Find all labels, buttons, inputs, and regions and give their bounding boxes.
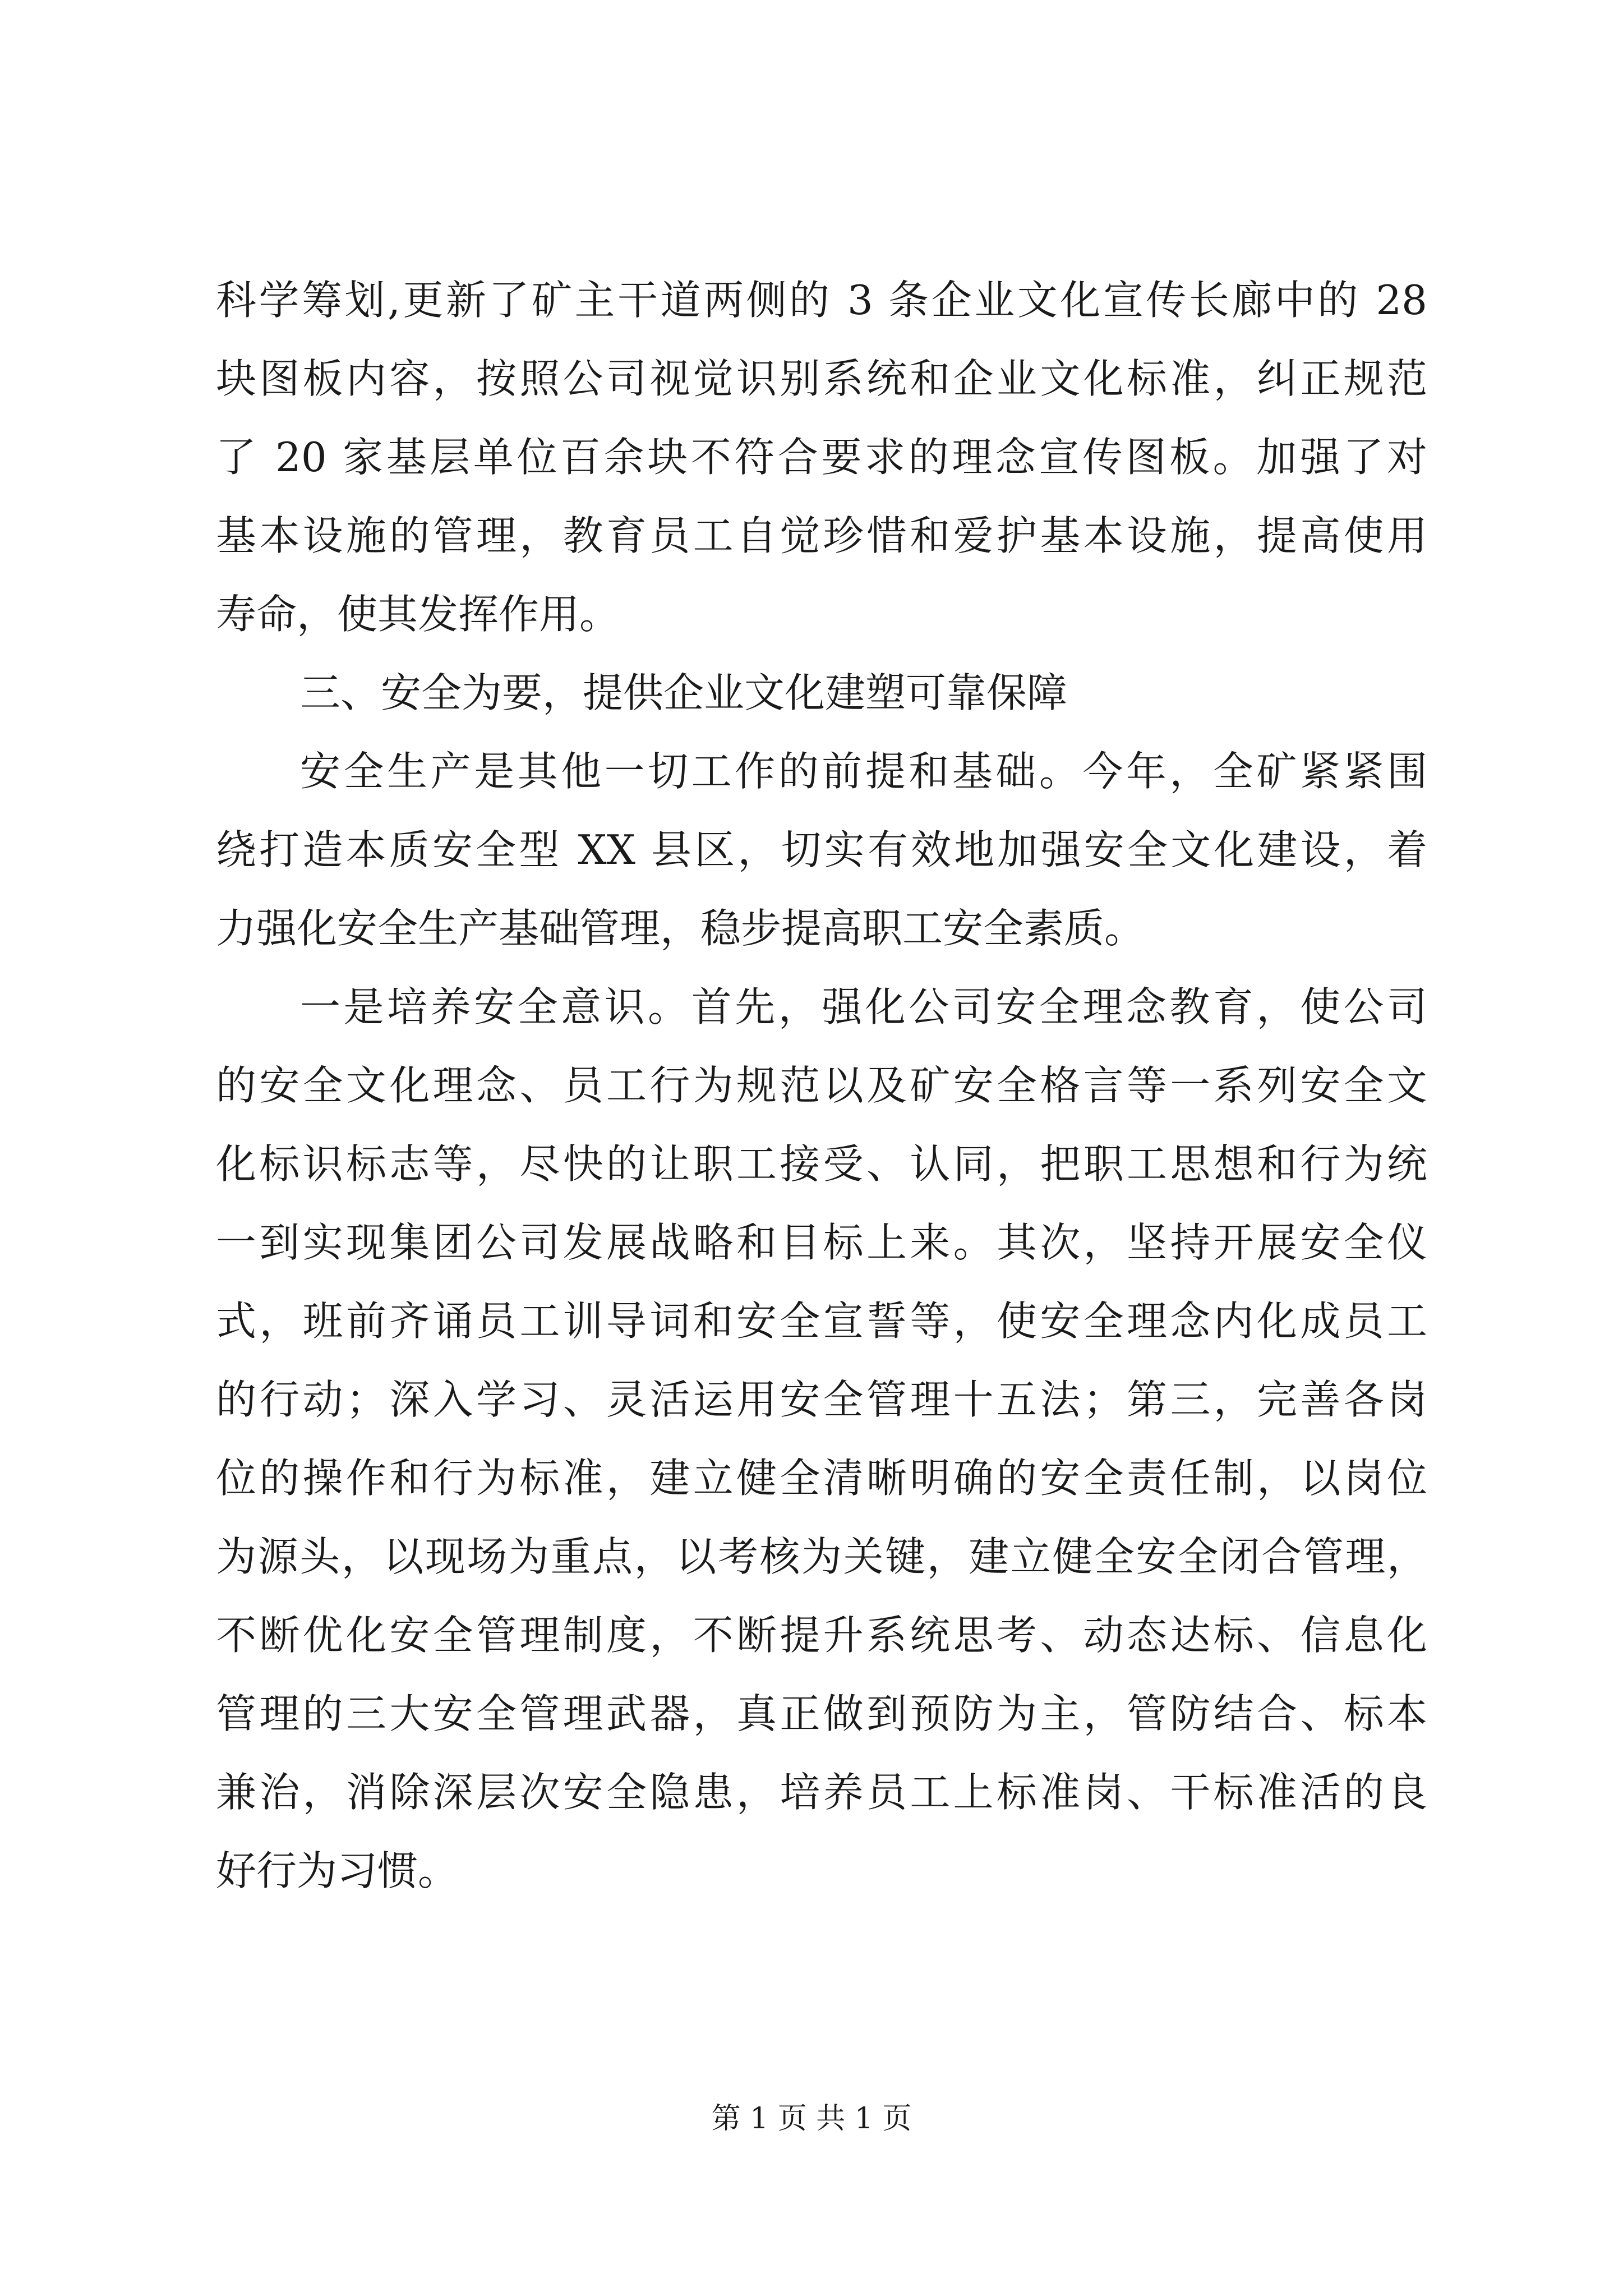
text-line: 兼治，消除深层次安全隐患，培养员工上标准岗、干标准活的良	[216, 1769, 1427, 1816]
text-line: 管理的三大安全管理武器，真正做到预防为主，管防结合、标本	[216, 1690, 1427, 1737]
text-line: 为源头，以现场为重点，以考核为关键，建立健全安全闭合管理，	[216, 1533, 1427, 1580]
text-line: 的安全文化理念、员工行为规范以及矿安全格言等一系列安全文	[216, 1062, 1427, 1109]
body-text	[216, 261, 1427, 1910]
text-line: 式，班前齐诵员工训导词和安全宣誓等，使安全理念内化成员工	[216, 1297, 1427, 1345]
section-heading: 三、安全为要，提供企业文化建塑可靠保障	[300, 669, 1068, 716]
text-line: 科学筹划,更新了矿主干道两侧的 3 条企业文化宣传长廊中的 28	[216, 277, 1427, 324]
text-line: 了 20 家基层单位百余块不符合要求的理念宣传图板。加强了对	[216, 434, 1427, 481]
text-line: 位的操作和行为标准，建立健全清晰明确的安全责任制，以岗位	[216, 1455, 1427, 1502]
text-line: 绕打造本质安全型 XX 县区，切实有效地加强安全文化建设，着	[216, 826, 1427, 873]
text-line: 基本设施的管理，教育员工自觉珍惜和爱护基本设施，提高使用	[216, 512, 1427, 559]
text-line: 安全生产是其他一切工作的前提和基础。今年，全矿紧紧围	[300, 748, 1427, 795]
text-line: 化标识标志等，尽快的让职工接受、认同，把职工思想和行为统	[216, 1140, 1427, 1188]
text-line: 块图板内容，按照公司视觉识别系统和企业文化标准，纠正规范	[216, 355, 1427, 402]
text-line: 寿命，使其发挥作用。	[216, 591, 620, 638]
page-footer: 第 1 页 共 1 页	[711, 2102, 912, 2136]
text-line: 的行动；深入学习、灵活运用安全管理十五法；第三，完善各岗	[216, 1376, 1427, 1423]
text-line: 不断优化安全管理制度，不断提升系统思考、动态达标、信息化	[216, 1612, 1427, 1659]
text-line: 一是培养安全意识。首先，强化公司安全理念教育，使公司	[300, 983, 1427, 1030]
text-line: 力强化安全生产基础管理，稳步提高职工安全素质。	[216, 905, 1145, 952]
text-line: 一到实现集团公司发展战略和目标上来。其次，坚持开展安全仪	[216, 1219, 1427, 1266]
text-line: 好行为习惯。	[216, 1847, 459, 1894]
